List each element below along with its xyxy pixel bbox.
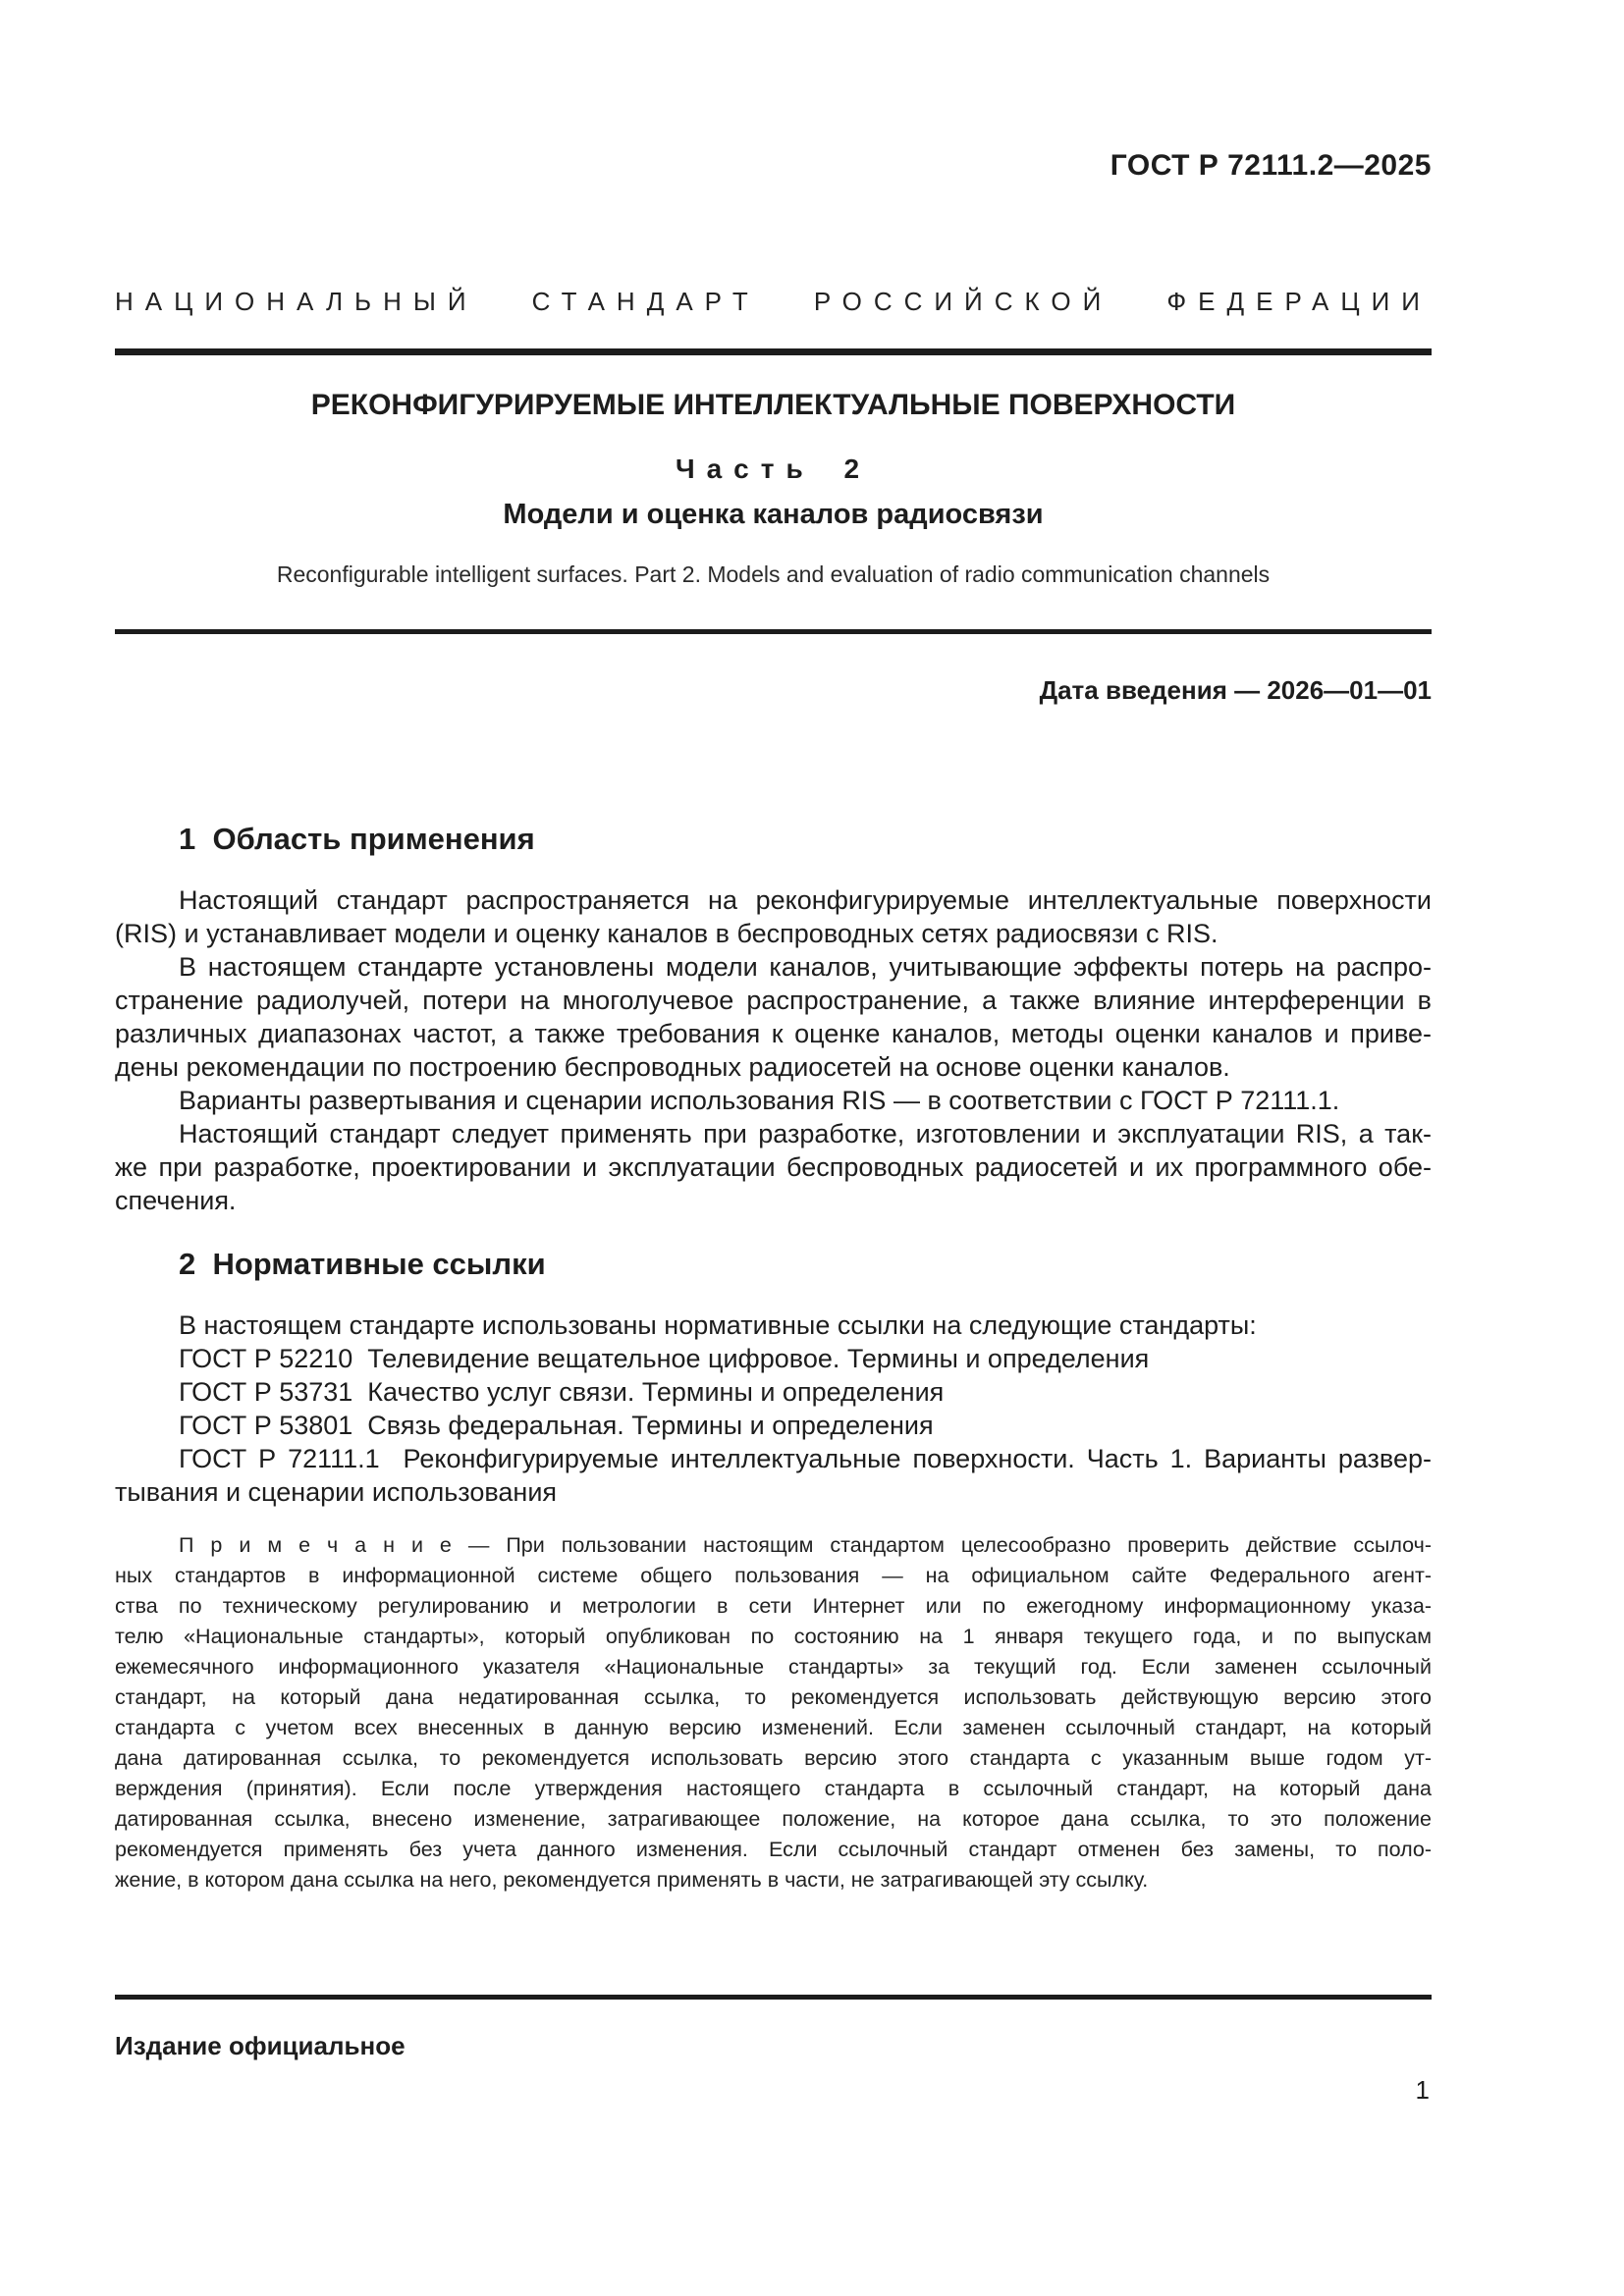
section-2-body [115,1308,1432,1509]
doc-number: ГОСТ Р 72111.2—2025 [1110,149,1432,182]
text-line: ГОСТ Р 53731 Качество услуг связи. Термины и определения [179,1377,945,1407]
horizontal-rule-top [115,348,1432,355]
text-line: телю «Национальные стандарты», который опубликован по состоянию на 1 января текущего года, и по выпускам [115,1625,1432,1648]
text-line: дана датированная ссылка, то рекомендуется использовать версию этого стандарта с указанным выше годом ут- [115,1746,1432,1770]
text-line: жение, в котором дана ссылка на него, рекомендуется применять в части, не затрагивающей эту ссылку. [115,1868,1149,1892]
text-line: же при разработке, проектировании и эксплуатации беспроводных радиосетей и их программного обе- [115,1152,1432,1182]
document-title: РЕКОНФИГУРИРУЕМЫЕ ИНТЕЛЛЕКТУАЛЬНЫЕ ПОВЕРХНОСТИ [310,389,1236,421]
text-line: дены рекомендации по построению беспроводных радиосетей на основе оценки каналов. [115,1052,1230,1082]
text-line: Настоящий стандарт распространяется на реконфигурируемые интеллектуальные поверхности [179,885,1432,915]
text-line: ГОСТ Р 53801 Связь федеральная. Термины и определения [179,1411,934,1440]
page-number: 1 [1415,2075,1430,2105]
edition-note: Издание официальное [115,2031,406,2060]
paragraph [115,1342,1432,1375]
text-line: странение радиолучей, потери на многолучевое распространение, а также влияние интерференции в [115,986,1432,1015]
effective-date: Дата введения — 2026—01—01 [1039,675,1432,705]
paragraph [115,883,1432,950]
text-line: ГОСТ Р 52210 Телевидение вещательное цифровое. Термины и определения [179,1344,1150,1373]
text-line: В настоящем стандарте установлены модели каналов, учитывающие эффекты потерь на распро- [179,952,1432,982]
text-line: верждения (принятия). Если после утверждения настоящего стандарта в ссылочный стандарт, на который дана [115,1777,1432,1800]
text-line: В настоящем стандарте использованы нормативные ссылки на следующие стандарты: [179,1310,1257,1340]
text-line: Варианты развертывания и сценарии использования RIS — в соответствии с ГОСТ Р 72111.1. [179,1086,1340,1115]
text-line: Настоящий стандарт следует применять при разработке, изготовлении и эксплуатации RIS, а так- [179,1119,1432,1148]
document-part-label: Часть 2 [675,454,872,484]
text-line: датированная ссылка, внесено изменение, затрагивающее положение, на которое дана ссылка, то это положение [115,1807,1432,1831]
paragraph [115,1084,1432,1117]
paragraph [115,950,1432,1084]
text-line: рекомендуется применять без учета данного изменения. Если ссылочный стандарт отменен без замены, то поло- [115,1838,1432,1861]
text-line: (RIS) и устанавливает модели и оценку каналов в беспроводных сетях радиосвязи с RIS. [115,919,1218,948]
text-line: ных стандартов в информационной системе общего пользования — на официальном сайте Федерального агент- [115,1564,1432,1587]
text-line: спечения. [115,1186,237,1215]
text-line: ства по техническому регулированию и метрологии в сети Интернет или по ежегодному информационному указа- [115,1594,1432,1618]
paragraph [115,1442,1432,1509]
text-line: ГОСТ Р 72111.1 Реконфигурируемые интеллектуальные поверхности. Часть 1. Варианты развер- [179,1444,1432,1473]
text-line: стандарта с учетом всех внесенных в данную версию изменений. Если заменен ссылочный стандарт, на который [115,1716,1432,1739]
horizontal-rule-title [115,629,1432,634]
section-2-heading: 2 Нормативные ссылки [179,1247,546,1281]
paragraph [115,1530,1432,1896]
text-line: различных диапазонах частот, а также требования к оценке каналов, методы оценки каналов и приве- [115,1019,1432,1048]
standard-type-banner: НАЦИОНАЛЬНЫЙ СТАНДАРТ РОССИЙСКОЙ ФЕДЕРАЦИИ [115,287,1432,316]
paragraph [115,1117,1432,1217]
text-line: ежемесячного информационного указателя «Национальные стандарты» за текущий год. Если заменен ссылочный [115,1655,1432,1679]
page-content [115,0,1432,2105]
horizontal-rule-footer [115,1995,1432,2000]
section-1-heading: 1 Область применения [179,822,535,856]
text-line: П р и м е ч а н и е — При пользовании настоящим стандартом целесообразно проверить действие ссылоч- [179,1533,1432,1557]
text-line: стандарт, на который дана недатированная ссылка, то рекомендуется использовать действующую версию этого [115,1685,1432,1709]
section-2-note [115,1530,1432,1896]
paragraph [115,1409,1432,1442]
paragraph [115,1308,1432,1342]
document-title-english: Reconfigurable intelligent surfaces. Part 2. Models and evaluation of radio communication channels [276,561,1271,587]
paragraph [115,1375,1432,1409]
document-subtitle: Модели и оценка каналов радиосвязи [503,499,1044,530]
section-1-body [115,883,1432,1217]
text-line: тывания и сценарии использования [115,1477,558,1507]
